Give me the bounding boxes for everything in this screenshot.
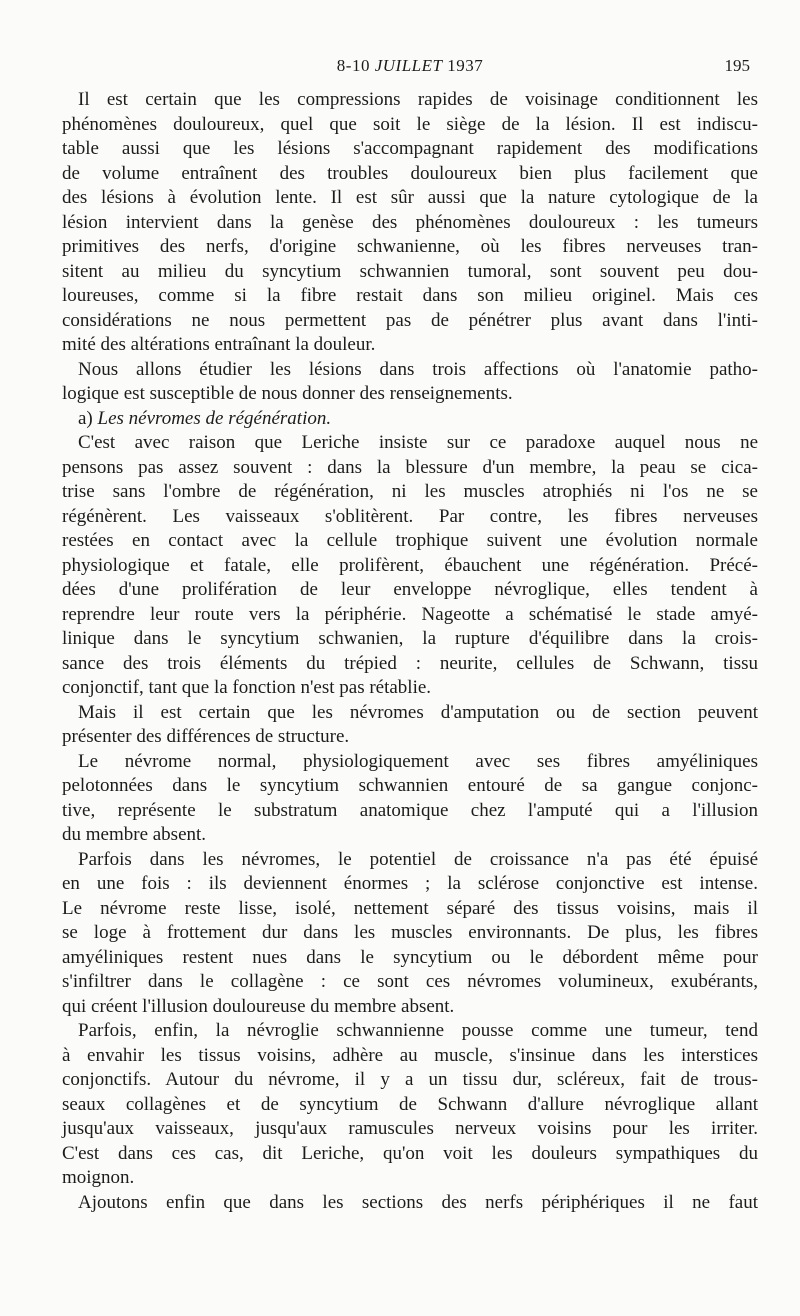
text-line: pensons pas assez souvent : dans la blessure d'un membre, la peau se cica- <box>62 456 758 478</box>
text-line: mité des altérations entraînant la douleur. <box>62 334 376 355</box>
text-line: trise sans l'ombre de régénération, ni les muscles atrophiés ni l'os ne se <box>62 481 758 502</box>
text-line: des lésions à évolution lente. Il est sûr aussi que la nature cytologique de la <box>62 187 758 208</box>
month: JUILLET <box>374 56 443 75</box>
text-line: Le névrome normal, physiologiquement avec ses fibres amyéliniques <box>78 750 758 772</box>
text-line: Il est certain que les compressions rapides de voisinage conditionnent les <box>78 89 758 110</box>
text-line: conjonctifs. Autour du névrome, il y a un tissu dur, scléreux, fait de trous- <box>62 1069 758 1090</box>
text-line: pelotonnées dans le syncytium schwannien entouré de sa gangue conjonc- <box>62 775 758 796</box>
text-line <box>62 407 758 432</box>
text-line: logique est susceptible de nous donner des renseignements. <box>62 383 513 404</box>
text-line: seaux collagènes et de syncytium de Schwann d'allure névroglique allant <box>62 1093 758 1115</box>
text-line: jusqu'aux vaisseaux, jusqu'aux ramuscules nerveux voisins pour les irriter. <box>62 1118 758 1139</box>
text-line: Ajoutons enfin que dans les sections des nerfs périphériques il ne faut <box>78 1191 758 1213</box>
paragraph <box>62 848 758 1020</box>
text-line: présenter des différences de structure. <box>62 726 350 747</box>
text-line: lésion intervient dans la genèse des phénomènes douloureux : les tumeurs <box>62 211 758 233</box>
body-text <box>62 88 758 1215</box>
text-line: linique dans le syncytium schwanien, la rupture d'équilibre dans la crois- <box>62 628 758 649</box>
text-line: loureuses, comme si la fibre restait dans son milieu originel. Mais ces <box>62 285 758 306</box>
text-line: qui créent l'illusion douloureuse du membre absent. <box>62 995 455 1017</box>
paragraph <box>62 358 758 407</box>
text-line: dées d'une prolifération de leur enveloppe névroglique, elles tendent à <box>62 579 758 600</box>
text-line: Parfois dans les névromes, le potentiel de croissance n'a pas été épuisé <box>78 848 758 870</box>
text-line: moignon. <box>62 1167 135 1188</box>
paragraph <box>62 1019 758 1191</box>
text-line: de volume entraînent des troubles douloureux bien plus facilement que <box>62 162 758 184</box>
text-line: physiologique et fatale, elle prolifèrent, ébauchent une régénération. Précé- <box>62 554 758 576</box>
text-line: se loge à frottement dur dans les muscles environnants. De plus, les fibres <box>62 922 758 943</box>
text-line: amyéliniques restent nues dans le syncytium ou le débordent même pour <box>62 946 758 968</box>
text-line: C'est avec raison que Leriche insiste sur ce paradoxe auquel nous ne <box>78 432 758 453</box>
section-heading <box>62 407 758 432</box>
text-line: régénèrent. Les vaisseaux s'oblitèrent. Par contre, les fibres nerveuses <box>62 505 758 527</box>
text-line: considérations ne nous permettent pas de pénétrer plus avant dans l'inti- <box>62 309 758 331</box>
paragraph <box>62 1191 758 1216</box>
text-line: Nous allons étudier les lésions dans trois affections où l'anatomie patho- <box>78 358 758 380</box>
paragraph <box>62 701 758 750</box>
paragraph <box>62 750 758 848</box>
text-line: sitent au milieu du syncytium schwannien tumoral, sont souvent peu dou- <box>62 260 758 282</box>
text-line: conjonctif, tant que la fonction n'est pas rétablie. <box>62 677 432 698</box>
text-line: Mais il est certain que les névromes d'amputation ou de section peuvent <box>78 701 758 723</box>
paragraph <box>62 88 758 358</box>
text-line: s'infiltrer dans le collagène : ce sont ces névromes volumineux, exubérants, <box>62 971 758 992</box>
date-prefix: 8-10 <box>336 56 375 75</box>
text-line: primitives des nerfs, d'origine schwanienne, où les fibres nerveuses tran- <box>62 236 758 257</box>
text-line: sance des trois éléments du trépied : neurite, cellules de Schwann, tissu <box>62 652 758 674</box>
text-line: phénomènes douloureux, quel que soit le siège de la lésion. Il est indiscu- <box>62 113 758 135</box>
text-line: à envahir les tissus voisins, adhère au muscle, s'insinue dans les interstices <box>62 1044 758 1066</box>
running-title <box>62 56 758 76</box>
section-title: Les névromes de régénération. <box>97 407 332 429</box>
year: 1937 <box>442 56 484 75</box>
text-line: reprendre leur route vers la périphérie. Nageotte a schématisé le stade amyé- <box>62 603 758 625</box>
section-label: a) <box>78 407 98 429</box>
text-line: du membre absent. <box>62 824 207 845</box>
text-line: table aussi que les lésions s'accompagnant rapidement des modifications <box>62 138 758 159</box>
text-line: tive, représente le substratum anatomique chez l'amputé qui a l'illusion <box>62 799 758 821</box>
page-number: 195 <box>724 56 750 75</box>
text-line: Le névrome reste lisse, isolé, nettement séparé des tissus voisins, mais il <box>62 897 758 919</box>
running-header <box>62 56 758 80</box>
paragraph <box>62 431 758 701</box>
text-line: C'est dans ces cas, dit Leriche, qu'on voit les douleurs sympathiques du <box>62 1142 758 1164</box>
text-line: restées en contact avec la cellule trophique suivent une évolution normale <box>62 530 758 551</box>
text-line: en une fois : ils deviennent énormes ; la sclérose conjonctive est intense. <box>62 873 758 894</box>
text-line: Parfois, enfin, la névroglie schwannienne pousse comme une tumeur, tend <box>78 1020 758 1041</box>
